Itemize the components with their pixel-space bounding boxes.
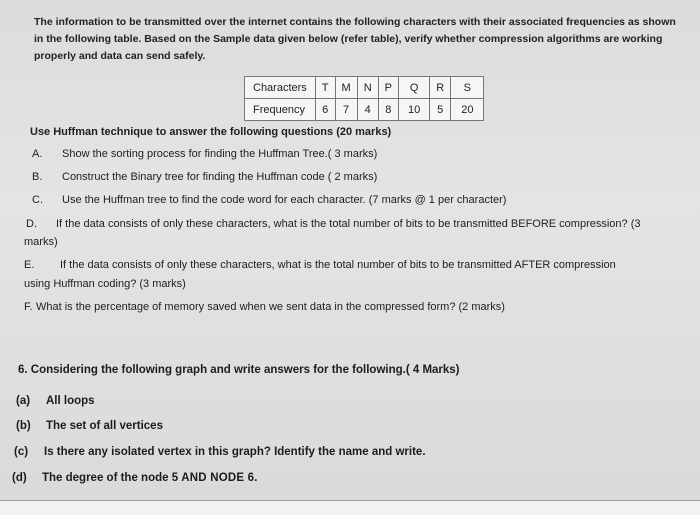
freq-cell: 10 <box>399 99 430 121</box>
question-label: C. <box>32 194 43 206</box>
char-cell: R <box>430 77 451 99</box>
page-bottom-edge <box>0 500 700 515</box>
item-text: Is there any isolated vertex in this graph? Identify the name and write. <box>44 446 426 458</box>
char-cell: Q <box>399 77 430 99</box>
q6-heading: 6. Considering the following graph and write answers for the following.( 4 Marks) <box>18 364 460 376</box>
question-label: B. <box>32 171 43 183</box>
item-text: The degree of the node <box>42 472 169 484</box>
question-d-continued: marks) <box>24 236 58 248</box>
question-b <box>32 171 377 183</box>
item-emphasis: 5 AND NODE 6. <box>171 472 258 484</box>
question-label: D. <box>26 218 37 230</box>
question-text: If the data consists of only these characters, what is the total number of bits to be transmitted AFTER compression <box>60 259 616 271</box>
frequency-table <box>244 76 484 121</box>
item-label: (a) <box>16 395 31 407</box>
question-e-continued: using Huffman coding? (3 marks) <box>24 278 186 290</box>
frequency-row <box>245 99 484 121</box>
freq-cell: 4 <box>357 99 378 121</box>
question-label: A. <box>32 148 43 160</box>
item-label: (c) <box>14 446 29 458</box>
question-text: If the data consists of only these characters, what is the total number of bits to be transmitted BEFORE compression? (3 <box>56 218 641 230</box>
item-text: The set of all vertices <box>46 420 163 432</box>
item-label: (d) <box>12 472 27 484</box>
question-a <box>32 148 377 160</box>
char-cell: T <box>315 77 335 99</box>
freq-cell: 8 <box>378 99 398 121</box>
characters-row <box>245 77 484 99</box>
char-cell: M <box>335 77 357 99</box>
intro-paragraph: The information to be transmitted over the internet contains the following characters with their associated frequencies as shown in the following table. Based on the Sample data given below (refer table), verify whether compression algorithms are working properly and data can send safely. <box>34 16 676 62</box>
freq-cell: 5 <box>430 99 451 121</box>
question-text: Use the Huffman tree to find the code word for each character. (7 marks @ 1 per character) <box>62 194 507 206</box>
q6-item-d <box>12 472 258 484</box>
q6-item-b <box>16 420 163 432</box>
freq-cell: 7 <box>335 99 357 121</box>
q6-item-c <box>14 446 426 458</box>
question-label: F. <box>24 301 33 313</box>
char-cell: S <box>451 77 484 99</box>
huffman-heading: Use Huffman technique to answer the following questions (20 marks) <box>30 126 392 138</box>
question-d <box>26 218 641 230</box>
characters-header: Characters <box>245 77 316 99</box>
freq-cell: 6 <box>315 99 335 121</box>
question-f <box>24 301 505 313</box>
char-cell: N <box>357 77 378 99</box>
freq-cell: 20 <box>451 99 484 121</box>
q6-item-a <box>16 395 95 407</box>
frequency-header: Frequency <box>245 99 316 121</box>
question-text: Construct the Binary tree for finding the Huffman code ( 2 marks) <box>62 171 378 183</box>
question-label: E. <box>24 259 35 271</box>
char-cell: P <box>378 77 398 99</box>
question-e <box>24 259 616 271</box>
item-label: (b) <box>16 420 31 432</box>
item-text: All loops <box>46 395 95 407</box>
question-text: Show the sorting process for finding the Huffman Tree.( 3 marks) <box>62 148 378 160</box>
question-text: What is the percentage of memory saved when we sent data in the compressed form? (2 marks) <box>36 301 505 313</box>
question-c <box>32 194 506 206</box>
